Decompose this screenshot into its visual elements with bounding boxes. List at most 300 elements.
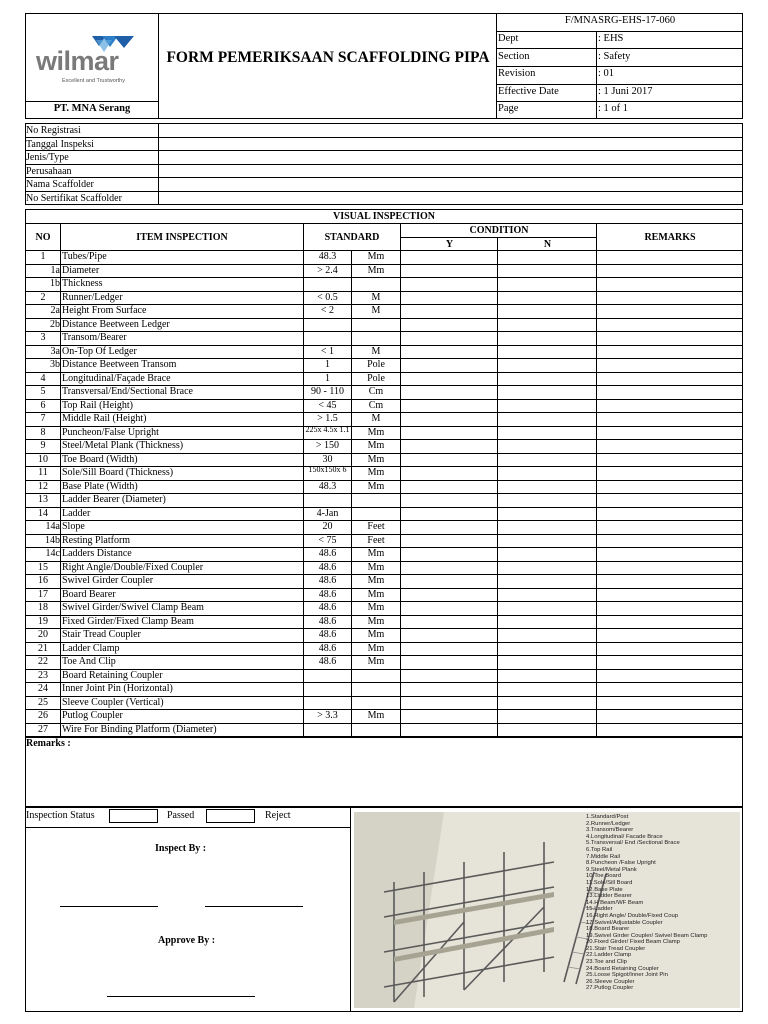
row-standard: > 2.4 xyxy=(317,264,338,276)
row-unit: Mm xyxy=(367,548,385,559)
condition-no-cell[interactable] xyxy=(498,277,595,291)
remarks-cell[interactable] xyxy=(597,412,741,426)
legend-item: 7.Middle Rail xyxy=(586,853,621,860)
header-item-inspection: ITEM INSPECTION xyxy=(136,232,228,243)
row-unit: Feet xyxy=(367,521,385,532)
condition-no-cell[interactable] xyxy=(498,426,595,440)
row-standard: 150x150x 6 xyxy=(308,466,347,474)
scaffolder-name-field[interactable] xyxy=(159,178,742,191)
remarks-cell[interactable] xyxy=(597,372,741,386)
condition-yes-cell[interactable] xyxy=(401,574,497,588)
remarks-cell[interactable] xyxy=(597,277,741,291)
condition-no-cell[interactable] xyxy=(498,574,595,588)
row-standard: 48.6 xyxy=(318,575,337,586)
row-number: 4 xyxy=(40,372,46,384)
condition-no-cell[interactable] xyxy=(498,520,595,534)
condition-yes-cell[interactable] xyxy=(401,291,497,305)
remarks-cell[interactable] xyxy=(597,574,741,588)
condition-yes-cell[interactable] xyxy=(401,331,497,345)
remarks-cell[interactable] xyxy=(597,399,741,413)
reject-checkbox[interactable] xyxy=(206,809,255,823)
condition-yes-cell[interactable] xyxy=(401,358,497,372)
row-item: Runner/Ledger xyxy=(62,291,123,303)
table-row xyxy=(26,655,742,669)
table-row xyxy=(26,412,742,426)
row-number: 6 xyxy=(40,399,46,411)
row-unit: Mm xyxy=(367,453,385,465)
legend-item: 12.Base Plate xyxy=(586,886,623,893)
condition-yes-cell[interactable] xyxy=(401,385,497,399)
remarks-cell[interactable] xyxy=(597,534,741,548)
condition-yes-cell[interactable] xyxy=(401,264,497,278)
info-label-scaffolder-name: Nama Scaffolder xyxy=(26,179,94,190)
condition-yes-cell[interactable] xyxy=(401,520,497,534)
table-row xyxy=(26,588,742,602)
row-standard: 4-Jan xyxy=(316,507,339,519)
condition-yes-cell[interactable] xyxy=(401,709,497,723)
info-label-type: Jenis/Type xyxy=(26,152,69,163)
remarks-cell[interactable] xyxy=(597,331,741,345)
condition-no-cell[interactable] xyxy=(498,561,595,575)
row-number: 8 xyxy=(40,426,46,438)
legend-item: 22.Ladder Clamp xyxy=(586,952,632,959)
legend-item: 1.Standard/Post xyxy=(586,814,629,820)
meta-label-section: Section xyxy=(498,51,530,62)
legend-item: 24.Board Retaining Coupler xyxy=(586,965,659,972)
row-standard xyxy=(304,669,351,683)
condition-yes-cell[interactable] xyxy=(401,723,497,737)
condition-no-cell[interactable] xyxy=(498,453,595,467)
row-unit: Mm xyxy=(367,426,385,438)
condition-no-cell[interactable] xyxy=(498,547,595,561)
condition-no-cell[interactable] xyxy=(498,642,595,656)
remarks-cell[interactable] xyxy=(597,453,741,467)
row-standard: 48.6 xyxy=(318,656,337,667)
inspection-date-field[interactable] xyxy=(159,138,742,151)
condition-yes-cell[interactable] xyxy=(401,480,497,494)
condition-yes-cell[interactable] xyxy=(401,615,497,629)
row-standard: 48.6 xyxy=(318,642,337,654)
legend-item: 9.Steel/Metal Plank xyxy=(586,866,637,873)
legend-item: 20.Fixed Girder/ Fixed Beam Clamp xyxy=(586,939,680,946)
condition-no-cell[interactable] xyxy=(498,466,595,480)
condition-yes-cell[interactable] xyxy=(401,588,497,602)
remarks-cell[interactable] xyxy=(597,304,741,318)
row-number: 3b xyxy=(50,359,60,370)
registration-field[interactable] xyxy=(159,124,742,137)
remarks-cell[interactable] xyxy=(597,601,741,615)
condition-no-cell[interactable] xyxy=(498,412,595,426)
remarks-cell[interactable] xyxy=(597,588,741,602)
row-unit xyxy=(352,682,400,696)
condition-yes-cell[interactable] xyxy=(401,250,497,264)
header-no: NO xyxy=(35,232,51,243)
condition-no-cell[interactable] xyxy=(498,493,595,507)
approver-signature-line[interactable] xyxy=(107,996,255,997)
row-number: 11 xyxy=(38,467,48,478)
remarks-cell[interactable] xyxy=(597,723,741,737)
meta-value-section: : Safety xyxy=(598,51,631,62)
row-standard: 48.6 xyxy=(318,615,337,627)
row-unit xyxy=(352,493,400,507)
table-row xyxy=(26,466,742,480)
row-unit: Pole xyxy=(367,372,385,384)
row-standard xyxy=(304,696,351,710)
header-condition-no: N xyxy=(543,239,552,250)
row-standard: < 0.5 xyxy=(317,291,338,303)
condition-yes-cell[interactable] xyxy=(401,655,497,669)
remarks-cell[interactable] xyxy=(597,480,741,494)
row-item: Stair Tread Coupler xyxy=(62,629,141,640)
row-number: 3a xyxy=(50,345,60,357)
row-item: Ladder Bearer (Diameter) xyxy=(62,494,166,505)
meta-label-effective-date: Effective Date xyxy=(498,86,559,97)
company-field[interactable] xyxy=(159,165,742,178)
row-number: 7 xyxy=(40,413,46,424)
inspector-signature-line-2[interactable] xyxy=(205,906,303,907)
row-item: Board Retaining Coupler xyxy=(62,669,163,681)
condition-yes-cell[interactable] xyxy=(401,345,497,359)
row-item: Tubes/Pipe xyxy=(62,251,107,262)
remarks-cell[interactable] xyxy=(597,655,741,669)
row-unit xyxy=(352,669,400,683)
logo-wordmark: wilmar xyxy=(36,46,119,76)
table-row xyxy=(26,426,742,440)
remarks-cell[interactable] xyxy=(597,669,741,683)
logo-company-divider xyxy=(25,101,159,102)
condition-no-cell[interactable] xyxy=(498,358,595,372)
row-item: Ladders Distance xyxy=(62,548,132,559)
condition-no-cell[interactable] xyxy=(498,399,595,413)
row-item: Board Bearer xyxy=(62,588,116,600)
table-row xyxy=(26,642,742,656)
condition-no-cell[interactable] xyxy=(498,669,595,683)
condition-yes-cell[interactable] xyxy=(401,304,497,318)
remarks-cell[interactable] xyxy=(597,520,741,534)
row-number: 20 xyxy=(38,629,48,640)
row-number: 26 xyxy=(38,710,48,721)
table-row xyxy=(26,520,742,534)
condition-yes-cell[interactable] xyxy=(401,439,497,453)
condition-no-cell[interactable] xyxy=(498,534,595,548)
remarks-cell[interactable] xyxy=(597,682,741,696)
condition-divider xyxy=(400,237,597,238)
table-row xyxy=(26,547,742,561)
meta-line xyxy=(496,48,743,49)
row-number: 5 xyxy=(40,386,46,397)
condition-yes-cell[interactable] xyxy=(401,399,497,413)
document-number: F/MNASRG-EHS-17-060 xyxy=(564,15,676,26)
condition-yes-cell[interactable] xyxy=(401,466,497,480)
condition-yes-cell[interactable] xyxy=(401,696,497,710)
condition-no-cell[interactable] xyxy=(498,709,595,723)
row-standard: < 2 xyxy=(320,305,335,316)
table-row xyxy=(26,304,742,318)
legend-item: 21.Stair Tread Coupler xyxy=(586,945,646,952)
row-standard xyxy=(304,277,351,291)
row-unit: Mm xyxy=(367,602,385,613)
condition-yes-cell[interactable] xyxy=(401,561,497,575)
condition-yes-cell[interactable] xyxy=(401,642,497,656)
row-unit: Mm xyxy=(367,642,385,654)
remarks-cell[interactable] xyxy=(597,439,741,453)
header-divider xyxy=(596,31,597,119)
condition-yes-cell[interactable] xyxy=(401,534,497,548)
passed-checkbox[interactable] xyxy=(109,809,158,823)
condition-no-cell[interactable] xyxy=(498,655,595,669)
condition-yes-cell[interactable] xyxy=(401,669,497,683)
row-number: 25 xyxy=(38,696,48,708)
info-label-registration: No Registrasi xyxy=(26,125,81,136)
condition-yes-cell[interactable] xyxy=(401,601,497,615)
table-row xyxy=(26,534,742,548)
row-item: Fixed Girder/Fixed Clamp Beam xyxy=(62,615,194,627)
legend-item: 15.Ladder xyxy=(586,906,613,913)
condition-no-cell[interactable] xyxy=(498,507,595,521)
type-field[interactable] xyxy=(159,151,742,164)
row-item: Top Rail (Height) xyxy=(62,399,133,411)
row-number: 14 xyxy=(38,507,48,519)
row-number: 1 xyxy=(40,251,46,262)
row-number: 21 xyxy=(38,642,48,654)
remarks-cell[interactable] xyxy=(597,291,741,305)
condition-no-cell[interactable] xyxy=(498,723,595,737)
remarks-cell[interactable] xyxy=(597,547,741,561)
header-divider xyxy=(158,13,159,119)
row-number: 3 xyxy=(40,332,46,343)
condition-yes-cell[interactable] xyxy=(401,493,497,507)
remarks-cell[interactable] xyxy=(597,628,741,642)
row-unit: Mm xyxy=(367,656,385,667)
legend-item: 25.Loose Spigot/Inner Joint Pin xyxy=(586,972,668,979)
table-row xyxy=(26,399,742,413)
table-row xyxy=(26,723,742,737)
row-item: Distance Beetween Ledger xyxy=(62,318,170,330)
row-number: 10 xyxy=(38,453,48,465)
condition-yes-cell[interactable] xyxy=(401,547,497,561)
section-title: VISUAL INSPECTION xyxy=(333,211,435,222)
row-standard: 1 xyxy=(325,359,330,370)
row-standard xyxy=(304,723,351,737)
row-standard: < 1 xyxy=(320,345,335,357)
row-standard xyxy=(304,493,351,507)
row-item: Transversal/End/Sectional Brace xyxy=(62,386,193,397)
condition-no-cell[interactable] xyxy=(498,318,595,332)
table-row xyxy=(26,696,742,710)
row-number: 17 xyxy=(38,588,48,600)
row-unit: Cm xyxy=(368,386,384,397)
legend-item: 16.Right Angle/ Double/Fixed Coup xyxy=(586,912,679,919)
row-item: Wire For Binding Platform (Diameter) xyxy=(62,723,217,735)
scaffolding-diagram xyxy=(354,812,740,1008)
condition-no-cell[interactable] xyxy=(498,615,595,629)
row-item: Longitudinal/Façade Brace xyxy=(62,372,171,384)
status-line xyxy=(25,827,350,828)
condition-no-cell[interactable] xyxy=(498,304,595,318)
remarks-cell[interactable] xyxy=(597,426,741,440)
row-standard: > 1.5 xyxy=(317,413,338,424)
row-unit: M xyxy=(371,413,381,424)
row-unit xyxy=(352,696,400,710)
legend-item: 27.Putlog Coupler xyxy=(586,985,634,992)
row-number: 12 xyxy=(38,480,48,492)
row-unit xyxy=(352,723,400,737)
remarks-cell[interactable] xyxy=(597,696,741,710)
row-number: 1a xyxy=(50,264,60,276)
condition-no-cell[interactable] xyxy=(498,385,595,399)
row-item: On-Top Of Ledger xyxy=(62,345,137,357)
table-row xyxy=(26,318,742,332)
row-unit: Mm xyxy=(367,588,385,600)
inspector-signature-line[interactable] xyxy=(60,906,158,907)
row-number: 2 xyxy=(40,291,46,303)
legend-item: 2.Runner/Ledger xyxy=(586,820,631,827)
remarks-cell[interactable] xyxy=(597,507,741,521)
row-number: 15 xyxy=(38,561,48,573)
remarks-label: Remarks : xyxy=(26,738,71,749)
header-remarks: REMARKS xyxy=(644,232,696,243)
table-row xyxy=(26,507,742,521)
row-unit: M xyxy=(371,305,381,316)
row-unit: Cm xyxy=(368,399,384,411)
row-unit: Mm xyxy=(367,440,385,451)
condition-no-cell[interactable] xyxy=(498,372,595,386)
meta-line xyxy=(496,66,743,67)
remarks-field[interactable] xyxy=(26,751,742,805)
table-row xyxy=(26,615,742,629)
condition-yes-cell[interactable] xyxy=(401,507,497,521)
condition-no-cell[interactable] xyxy=(498,264,595,278)
row-standard: < 45 xyxy=(318,399,337,411)
condition-no-cell[interactable] xyxy=(498,696,595,710)
inspection-status-label: Inspection Status xyxy=(26,810,95,821)
row-unit: Mm xyxy=(367,575,385,586)
legend-item: 13.Ladder Bearer xyxy=(586,893,632,900)
row-standard: 30 xyxy=(322,453,333,465)
condition-no-cell[interactable] xyxy=(498,588,595,602)
condition-no-cell[interactable] xyxy=(498,291,595,305)
remarks-cell[interactable] xyxy=(597,264,741,278)
company-name: PT. MNA Serang xyxy=(53,103,131,114)
info-label-certificate-no: No Sertifikat Scaffolder xyxy=(26,193,122,204)
header-condition: CONDITION xyxy=(469,225,529,236)
table-row xyxy=(26,709,742,723)
row-unit: Mm xyxy=(367,615,385,627)
condition-yes-cell[interactable] xyxy=(401,453,497,467)
condition-yes-cell[interactable] xyxy=(401,682,497,696)
row-standard xyxy=(304,318,351,332)
meta-label-revision: Revision xyxy=(498,68,536,79)
row-item: Resting Platform xyxy=(62,534,131,546)
condition-no-cell[interactable] xyxy=(498,682,595,696)
row-item: Thickness xyxy=(62,278,103,289)
condition-no-cell[interactable] xyxy=(498,250,595,264)
remarks-cell[interactable] xyxy=(597,615,741,629)
row-item: Swivel Girder/Swivel Clamp Beam xyxy=(62,602,204,613)
legend-item: 17.Swivel/Adjustable Coupler xyxy=(586,919,663,926)
remarks-cell[interactable] xyxy=(597,358,741,372)
legend-item: 26.Sleeve Coupler xyxy=(586,978,635,985)
row-number: 14a xyxy=(45,521,60,532)
row-number: 14b xyxy=(45,534,60,546)
row-number: 14c xyxy=(45,548,60,559)
row-item: Inner Joint Pin (Horizontal) xyxy=(62,683,173,694)
row-unit: Mm xyxy=(367,710,385,721)
remarks-cell[interactable] xyxy=(597,642,741,656)
table-row xyxy=(26,372,742,386)
row-item: Ladder Clamp xyxy=(62,642,120,654)
condition-no-cell[interactable] xyxy=(498,331,595,345)
remarks-cell[interactable] xyxy=(597,466,741,480)
inspect-by-label: Inspect By : xyxy=(155,843,207,854)
table-row xyxy=(26,345,742,359)
legend-item: 3.Transom/Bearer xyxy=(586,827,634,834)
legend-item: 5.Transversal/ End /Sectional Brace xyxy=(586,840,680,847)
row-number: 18 xyxy=(38,602,48,613)
meta-label-dept: Dept xyxy=(498,33,519,44)
row-item: Toe And Clip xyxy=(62,656,116,667)
row-item: Middle Rail (Height) xyxy=(62,413,147,424)
row-item: Base Plate (Width) xyxy=(62,480,138,492)
table-row xyxy=(26,480,742,494)
table-row xyxy=(26,385,742,399)
certificate-no-field[interactable] xyxy=(159,192,742,205)
row-item: Transom/Bearer xyxy=(62,332,127,343)
company-logo xyxy=(36,32,148,90)
condition-yes-cell[interactable] xyxy=(401,426,497,440)
remarks-cell[interactable] xyxy=(597,385,741,399)
row-standard xyxy=(304,682,351,696)
row-standard: 48.6 xyxy=(318,561,337,573)
meta-value-revision: : 01 xyxy=(598,68,615,79)
condition-yes-cell[interactable] xyxy=(401,628,497,642)
condition-yes-cell[interactable] xyxy=(401,318,497,332)
row-standard xyxy=(304,331,351,345)
row-number: 27 xyxy=(38,723,48,735)
row-number: 1b xyxy=(50,278,60,289)
row-item: Toe Board (Width) xyxy=(62,453,138,465)
condition-yes-cell[interactable] xyxy=(401,372,497,386)
remarks-cell[interactable] xyxy=(597,561,741,575)
row-standard: 225x 4.5x 1.1 xyxy=(305,425,350,434)
remarks-cell[interactable] xyxy=(597,250,741,264)
row-standard: 1 xyxy=(325,372,330,384)
remarks-cell[interactable] xyxy=(597,709,741,723)
condition-no-cell[interactable] xyxy=(498,480,595,494)
header-condition-yes: Y xyxy=(445,239,454,250)
row-unit: Mm xyxy=(367,467,385,478)
row-number: 16 xyxy=(38,575,48,586)
diagram-legend xyxy=(586,814,740,992)
row-unit: Pole xyxy=(367,359,385,370)
row-item: Height From Surface xyxy=(62,305,147,316)
form-title: FORM PEMERIKSAAN SCAFFOLDING PIPA xyxy=(166,49,490,66)
remarks-cell[interactable] xyxy=(597,345,741,359)
condition-no-cell[interactable] xyxy=(498,628,595,642)
condition-no-cell[interactable] xyxy=(498,601,595,615)
condition-no-cell[interactable] xyxy=(498,439,595,453)
remarks-cell[interactable] xyxy=(597,493,741,507)
row-number: 24 xyxy=(38,683,48,694)
remarks-cell[interactable] xyxy=(597,318,741,332)
condition-yes-cell[interactable] xyxy=(401,277,497,291)
row-unit xyxy=(352,318,400,332)
row-number: 23 xyxy=(38,669,48,681)
condition-yes-cell[interactable] xyxy=(401,412,497,426)
row-item: Steel/Metal Plank (Thickness) xyxy=(62,440,184,451)
legend-item: 23.Toe and Clip xyxy=(586,959,627,966)
condition-no-cell[interactable] xyxy=(498,345,595,359)
